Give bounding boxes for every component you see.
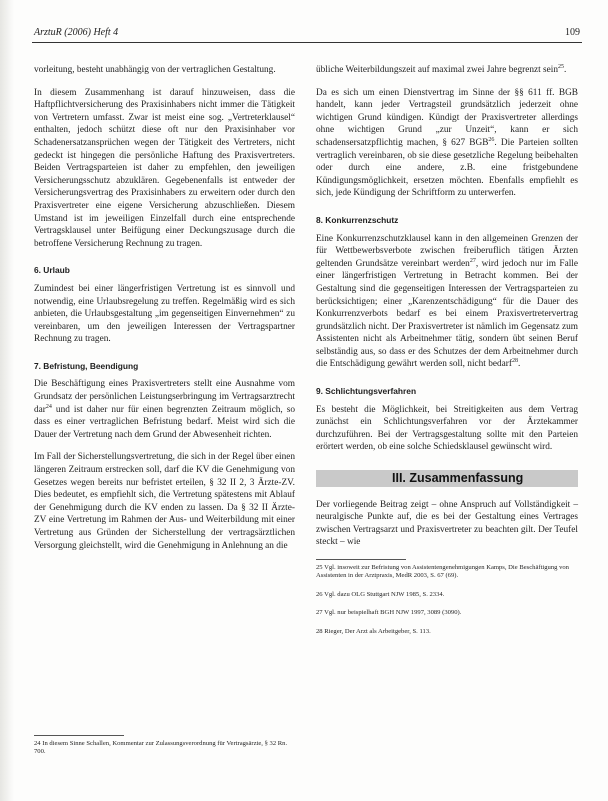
left-footnotes: [34, 729, 295, 757]
paragraph: [34, 378, 295, 441]
text-run: .: [517, 359, 521, 370]
section-heading-urlaub: 6. Urlaub: [34, 265, 70, 276]
header-rule: [32, 42, 582, 43]
section-heading-schlichtung: 9. Schlichtungsverfahren: [316, 386, 417, 397]
paragraph: [316, 233, 578, 372]
footnote-ref: 26: [488, 136, 495, 143]
page-number: 109: [565, 27, 580, 38]
text-run: . Die Parteien sollten vertraglich vereinbaren, ob sie diese gesetzliche Regelung beibehalten oder durch eine andere, z.B. eine fristgebundene Kündigungsmöglichkeit, ersetzen möchten. Ebenfalls empfiehlt es sich, jede Kündigung der Schriftform zu unterwerfen.: [316, 137, 578, 199]
footnote: 26 Vgl. dazu OLG Stuttgart NJW 1985, S. 2334.: [316, 590, 445, 598]
paragraph: In diesem Zusammenhang ist darauf hinzuweisen, dass die Haftpflichtversicherung des Praxisinhabers nicht immer die Tätigkeit von Vertretern umfasst. Zwar ist meist eine sog. „Vertreterklausel“ enthalten, jedoch schützt diese oft nur den Praxisinhaber vor Schadenersatzansprüchen wegen der Tätigkeit des Vertreters, nicht gedeckt ist hingegen die persönliche Haftung des Praxisvertreters. Beiden Vertragsparteien ist daher zu empfehlen, den jeweiligen Versicherungsschutz abzuklären. Gegebenenfalls ist entweder der Versicherungsvertrag des Praxisinhabers zu erweitern oder durch den Praxisvertreter eine eigene Versicherung abzuschließen. Diesem Umstand ist im jeweiligen Einzelfall durch eine entsprechende Vertragsklausel unter Beifügung einer Deckungszusage durch die betroffene Versicherung Rechnung zu tragen.: [34, 87, 295, 249]
footnote: 24 In diesem Sinne Schallen, Kommentar zur Zulassungsverordnung für Vertragsärzte, § 32 Rn. 700.: [34, 740, 288, 756]
footnote-ref: 24: [45, 403, 52, 410]
text-run: übliche Weiterbildungszeit auf maximal zwei Jahre begrenzt sein: [316, 65, 559, 75]
text-run: und ist daher nur für einen begrenzten Zeitraum möglich, so dass es einer vertraglichen Befristung bedarf. Meist wird sich die Dauer der Vertretung nach dem Grund der Abwesenheit richten.: [34, 404, 295, 440]
footnote-ref: 28: [511, 358, 518, 365]
paragraph: Zumindest bei einer längerfristigen Vertretung ist es sinnvoll und notwendig, eine Urlaubsregelung zu treffen. Regelmäßig wird es sich anbieten, die Urlaubsgestaltung „im gegenseitigen Einvernehmen“ zu vereinbaren, um den jeweiligen Interessen der Vertragspartner Rechnung zu tragen.: [34, 283, 295, 345]
left-column: [34, 64, 295, 562]
footnote-ref: 27: [469, 257, 476, 264]
paragraph: vorleitung, besteht unabhängig von der vertraglichen Gestaltung.: [34, 65, 276, 75]
text-run: .: [564, 65, 567, 75]
footnote: 25 Vgl. insoweit zur Befristung von Assistentengenehmigungen Kamps, Die Beschäftigung von Assistenten in der Arztpraxis, MedR 2003, S. 67 (69).: [316, 564, 569, 580]
footnote-rule: [34, 735, 124, 736]
footnote: 28 Rieger, Der Arzt als Arbeitgeber, S. 113.: [316, 627, 431, 635]
footnote-rule: [316, 559, 406, 560]
running-header-journal: ArztuR (2006) Heft 4: [34, 27, 119, 38]
footnote-ref: 25: [558, 63, 565, 70]
paragraph: Es besteht die Möglichkeit, bei Streitigkeiten aus dem Vertrag zunächst ein Schlichtungsverfahren vor der Ärztekammer durchzuführen. Bei der Vertragsgestaltung sollte mit den Parteien erörtert werden, ob eine solche Schiedsklausel gewünscht wird.: [316, 404, 578, 453]
text-run: Eine Konkurrenzschutzklausel kann in den allgemeinen Grenzen der für Wettbewerbsverbote zwischen freiberuflich tätigen Ärzten geltenden Grundsätze vereinbart werden: [316, 233, 578, 269]
paragraph: [316, 64, 578, 77]
text-run: Die Beschäftigung eines Praxisvertreters stellt eine Ausnahme vom Grundsatz der persönlichen Leistungserbringung im Vertragsarztrecht dar: [34, 379, 295, 415]
text-run: , wird jedoch nur im Falle einer längerfristigen Vertretung in Betracht kommen. Bei der Gestaltung sind die gegenseitigen Interessen der Vertragsparteien zu berücksichtigen; einer „Karenzentschädigung“ für die Dauer des Konkurrenzverbots bedarf es bei einem Praxisvertretervertrag grundsätzlich nicht. Der Praxisvertreter ist nämlich im Gegensatz zum Assistenten nicht als Arbeitnehmer tätig, sondern übt seinen Beruf selbständig aus, so dass er des Schutzes der dem Arbeitnehmer durch die Entschädigung gewährt werden soll, nicht bedarf: [316, 258, 578, 370]
paragraph: [316, 87, 578, 200]
page-spine-shadow: [0, 0, 14, 801]
text-run: Da es sich um einen Dienstvertrag im Sinne der §§ 611 ff. BGB handelt, kann jeder Vertragsteil grundsätzlich jederzeit ohne wichtigen Grund kündigen. Kündigt der Praxisvertreter allerdings ohne wichtigen Grund „zur Unzeit“, kann er sich schadensersatzpflichtig machen, § 627 BGB: [316, 87, 578, 148]
section-title-zusammenfassung: III. Zusammenfassung: [316, 470, 578, 487]
paragraph: Im Fall der Sicherstellungsvertretung, die sich in der Regel über einen längeren Zeitraum erstrecken soll, darf die KV die Genehmigung von Gesetzes wegen bereits nur befristet erteilen, § 32 II 2, 3 Ärzte-ZV. Dies bedeutet, es empfiehlt sich, die Vertretung spätestens mit Ablauf der Genehmigung durch die KV enden zu lassen. Da § 32 II Ärzte-ZV eine Vertretung im Rahmen der Aus- und Weiterbildung mit einer Vertretung aus Gründen der Sicherstellung der vertragsärztlichen Versorgung gleichstellt, wird die Genehmigung in Anlehnung an die: [34, 452, 296, 551]
section-heading-konkurrenzschutz: 8. Konkurrenzschutz: [316, 214, 399, 225]
section-heading-befristung: 7. Befristung, Beendigung: [34, 360, 139, 371]
right-column: [316, 64, 578, 646]
footnote: 27 Vgl. nur beispielhaft BGH NJW 1997, 3089 (3090).: [316, 609, 462, 617]
paragraph: Der vorliegende Beitrag zeigt – ohne Anspruch auf Vollständigkeit – neuralgische Punkte auf, die es bei der Gestaltung eines Vertrages zwischen Vertragsarzt und Praxisvertreter zu beachten gilt. Der Teufel steckt – wie: [316, 499, 578, 548]
